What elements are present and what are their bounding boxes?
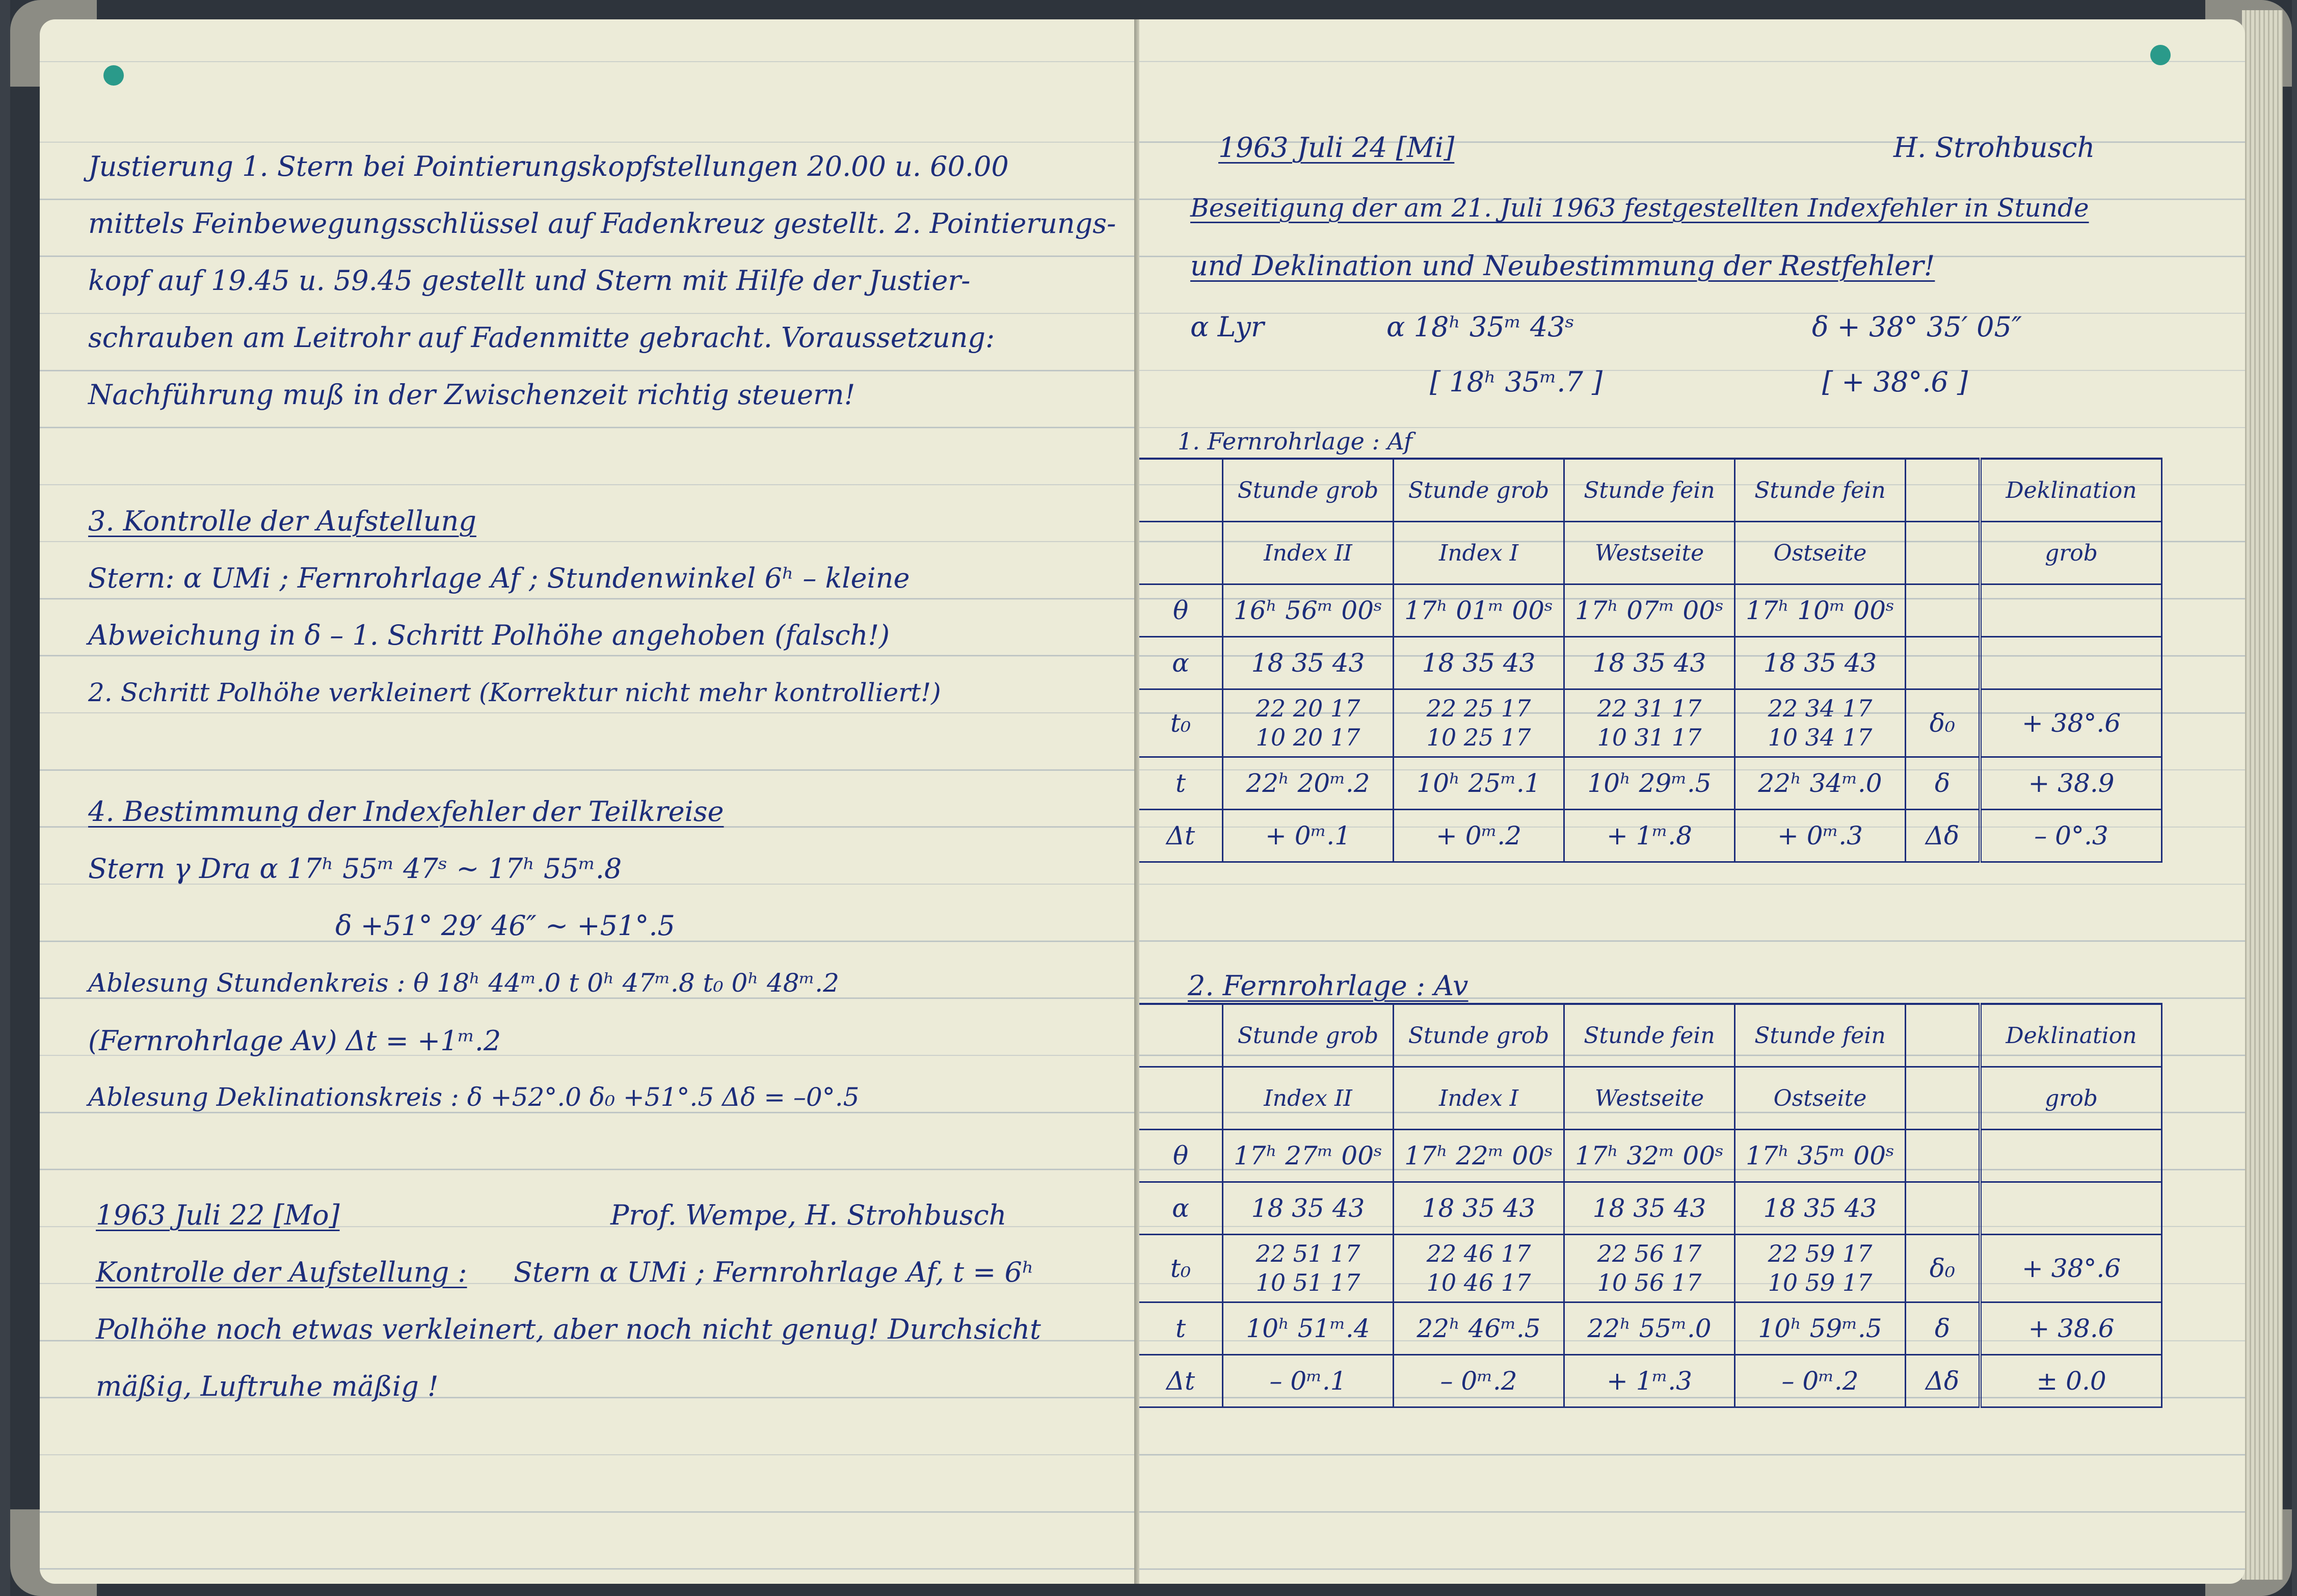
col-head: Stunde fein bbox=[1564, 459, 1735, 522]
table-cell bbox=[1735, 1235, 1906, 1302]
row-label bbox=[1139, 1067, 1223, 1130]
table-cell: 22ʰ 34ᵐ.0 bbox=[1735, 757, 1906, 810]
page-stack-edge bbox=[2242, 10, 2283, 1580]
t0-second: 10 34 17 bbox=[1768, 724, 1873, 751]
handwritten-line: mittels Feinbewegungsschlüssel auf Fadenkreuz gestellt. 2. Pointierungs- bbox=[88, 207, 1116, 240]
col-subhead: grob bbox=[1980, 1067, 2162, 1130]
row-label bbox=[1139, 459, 1223, 522]
table-label: 1. Fernrohrlage : Af bbox=[1178, 428, 1413, 455]
table-cell: δ₀ bbox=[1906, 1235, 1981, 1302]
col-head: Stunde fein bbox=[1735, 1004, 1906, 1067]
t0-first: 22 31 17 bbox=[1597, 694, 1702, 722]
table-cell: 18 35 43 bbox=[1223, 1182, 1394, 1235]
col-head bbox=[1906, 1004, 1981, 1067]
entry-heading: und Deklination und Neubestimmung der Restfehler! bbox=[1190, 250, 1935, 282]
row-label: α bbox=[1139, 637, 1223, 689]
table-cell: 10ʰ 51ᵐ.4 bbox=[1223, 1302, 1394, 1355]
handwritten-line: 2. Schritt Polhöhe verkleinert (Korrektur nicht mehr kontrolliert!) bbox=[88, 678, 941, 707]
table-cell bbox=[1980, 637, 2162, 689]
row-label: t₀ bbox=[1139, 689, 1223, 757]
section-title: 4. Bestimmung der Indexfehler der Teilkreise bbox=[88, 795, 724, 828]
star-alpha: α 18ʰ 35ᵐ 43ˢ bbox=[1386, 311, 1574, 343]
handwritten-line: Ablesung Deklinationskreis : δ +52°.0 δ₀ +51°.5 Δδ = –0°.5 bbox=[88, 1082, 860, 1112]
ring-hole-icon bbox=[2150, 45, 2171, 65]
table-cell bbox=[1223, 689, 1394, 757]
table-cell bbox=[1980, 1182, 2162, 1235]
col-subhead bbox=[1906, 1067, 1981, 1130]
table-cell: 16ʰ 56ᵐ 00ˢ bbox=[1223, 584, 1394, 637]
t0-second: 10 25 17 bbox=[1426, 724, 1531, 751]
t0-second: 10 59 17 bbox=[1768, 1269, 1873, 1296]
table-cell: 17ʰ 27ᵐ 00ˢ bbox=[1223, 1130, 1394, 1182]
table-cell: Δδ bbox=[1906, 1355, 1981, 1407]
table-cell bbox=[1980, 584, 2162, 637]
table-cell: δ bbox=[1906, 1302, 1981, 1355]
table-cell: – 0ᵐ.1 bbox=[1223, 1355, 1394, 1407]
table-cell: + 1ᵐ.8 bbox=[1564, 810, 1735, 862]
col-subhead: Ostseite bbox=[1735, 522, 1906, 584]
col-head: Stunde fein bbox=[1735, 459, 1906, 522]
table-cell bbox=[1735, 689, 1906, 757]
col-head: Deklination bbox=[1980, 459, 2162, 522]
col-subhead: grob bbox=[1980, 522, 2162, 584]
t0-second: 10 46 17 bbox=[1426, 1269, 1531, 1296]
col-subhead: Westseite bbox=[1564, 522, 1735, 584]
entry-date: 1963 Juli 22 [Mo] bbox=[96, 1199, 340, 1231]
row-label: t bbox=[1139, 1302, 1223, 1355]
row-label bbox=[1139, 1004, 1223, 1067]
table-cell: 17ʰ 35ᵐ 00ˢ bbox=[1735, 1130, 1906, 1182]
table-cell: 18 35 43 bbox=[1394, 637, 1564, 689]
table-cell: 10ʰ 25ᵐ.1 bbox=[1394, 757, 1564, 810]
table-cell: 18 35 43 bbox=[1735, 1182, 1906, 1235]
table-cell: 22ʰ 55ᵐ.0 bbox=[1564, 1302, 1735, 1355]
table-cell bbox=[1564, 689, 1735, 757]
table-cell: + 0ᵐ.1 bbox=[1223, 810, 1394, 862]
col-subhead: Index II bbox=[1223, 522, 1394, 584]
t0-first: 22 46 17 bbox=[1426, 1239, 1531, 1267]
t0-second: 10 31 17 bbox=[1597, 724, 1702, 751]
handwritten-line: (Fernrohrlage Av) Δt = +1ᵐ.2 bbox=[88, 1025, 501, 1057]
table-cell: δ bbox=[1906, 757, 1981, 810]
entry-title: Kontrolle der Aufstellung : bbox=[96, 1256, 467, 1288]
row-label: t bbox=[1139, 757, 1223, 810]
delta-rounded: [ + 38°.6 ] bbox=[1822, 366, 1968, 398]
table-cell: 22ʰ 46ᵐ.5 bbox=[1394, 1302, 1564, 1355]
handwritten-line: Ablesung Stundenkreis : θ 18ʰ 44ᵐ.0 t 0ʰ 47ᵐ.8 t₀ 0ʰ 48ᵐ.2 bbox=[88, 968, 839, 998]
observation-table-2 bbox=[1139, 1003, 2162, 1408]
table-cell: – 0°.3 bbox=[1980, 810, 2162, 862]
col-subhead: Index I bbox=[1394, 522, 1564, 584]
handwritten-line: mäßig, Luftruhe mäßig ! bbox=[96, 1370, 439, 1402]
table-cell: 17ʰ 10ᵐ 00ˢ bbox=[1735, 584, 1906, 637]
entry-date: 1963 Juli 24 [Mi] bbox=[1218, 131, 1455, 164]
table-cell: 17ʰ 07ᵐ 00ˢ bbox=[1564, 584, 1735, 637]
t0-first: 22 20 17 bbox=[1256, 694, 1360, 722]
left-page bbox=[40, 19, 1135, 1584]
table-cell: 10ʰ 59ᵐ.5 bbox=[1735, 1302, 1906, 1355]
handwritten-line: schrauben am Leitrohr auf Fadenmitte gebracht. Voraussetzung: bbox=[88, 322, 995, 354]
table-cell: 18 35 43 bbox=[1394, 1182, 1564, 1235]
row-label: θ bbox=[1139, 584, 1223, 637]
table-cell: 10ʰ 29ᵐ.5 bbox=[1564, 757, 1735, 810]
handwritten-line: Stern α UMi ; Fernrohrlage Af, t = 6ʰ bbox=[514, 1256, 1034, 1288]
col-head: Stunde grob bbox=[1394, 459, 1564, 522]
table-cell bbox=[1906, 1182, 1981, 1235]
alpha-rounded: [ 18ʰ 35ᵐ.7 ] bbox=[1430, 366, 1603, 398]
col-head bbox=[1906, 459, 1981, 522]
row-label: Δt bbox=[1139, 810, 1223, 862]
observer-names: Prof. Wempe, H. Strohbusch bbox=[610, 1199, 1007, 1231]
table-cell: + 0ᵐ.3 bbox=[1735, 810, 1906, 862]
handwritten-line: Nachführung muß in der Zwischenzeit richtig steuern! bbox=[88, 379, 856, 411]
star-delta: δ + 38° 35′ 05″ bbox=[1812, 311, 2022, 343]
t0-second: 10 56 17 bbox=[1597, 1269, 1702, 1296]
col-head: Stunde grob bbox=[1223, 1004, 1394, 1067]
col-head: Deklination bbox=[1980, 1004, 2162, 1067]
handwritten-line: Justierung 1. Stern bei Pointierungskopfstellungen 20.00 u. 60.00 bbox=[88, 150, 1009, 182]
handwritten-line: Abweichung in δ – 1. Schritt Polhöhe angehoben (falsch!) bbox=[88, 619, 890, 651]
table-cell: δ₀ bbox=[1906, 689, 1981, 757]
table-cell: + 38°.6 bbox=[1980, 1235, 2162, 1302]
table-cell: Δδ bbox=[1906, 810, 1981, 862]
handwritten-line: δ +51° 29′ 46″ ~ +51°.5 bbox=[335, 910, 675, 942]
col-subhead: Westseite bbox=[1564, 1067, 1735, 1130]
table-cell: 18 35 43 bbox=[1564, 1182, 1735, 1235]
table-cell bbox=[1223, 1235, 1394, 1302]
t0-first: 22 59 17 bbox=[1768, 1239, 1873, 1267]
col-subhead: Index I bbox=[1394, 1067, 1564, 1130]
table-cell: ± 0.0 bbox=[1980, 1355, 2162, 1407]
handwritten-line: kopf auf 19.45 u. 59.45 gestellt und Stern mit Hilfe der Justier- bbox=[88, 264, 971, 297]
t0-first: 22 25 17 bbox=[1426, 694, 1531, 722]
table-cell bbox=[1564, 1235, 1735, 1302]
table-cell: 18 35 43 bbox=[1223, 637, 1394, 689]
table-cell bbox=[1906, 584, 1981, 637]
row-label: t₀ bbox=[1139, 1235, 1223, 1302]
ring-hole-icon bbox=[103, 65, 124, 86]
table-cell: 17ʰ 32ᵐ 00ˢ bbox=[1564, 1130, 1735, 1182]
row-label: θ bbox=[1139, 1130, 1223, 1182]
table-cell: – 0ᵐ.2 bbox=[1735, 1355, 1906, 1407]
table-cell: + 1ᵐ.3 bbox=[1564, 1355, 1735, 1407]
table-cell: 17ʰ 01ᵐ 00ˢ bbox=[1394, 584, 1564, 637]
table-cell: 18 35 43 bbox=[1735, 637, 1906, 689]
col-subhead: Ostseite bbox=[1735, 1067, 1906, 1130]
table-cell: + 38°.6 bbox=[1980, 689, 2162, 757]
star-name: α Lyr bbox=[1190, 311, 1264, 343]
right-page bbox=[1139, 19, 2245, 1584]
t0-first: 22 34 17 bbox=[1768, 694, 1873, 722]
col-head: Stunde grob bbox=[1223, 459, 1394, 522]
entry-heading: Beseitigung der am 21. Juli 1963 festgestellten Indexfehler in Stunde bbox=[1190, 193, 2089, 223]
observer-name: H. Strohbusch bbox=[1893, 131, 2095, 164]
col-head: Stunde fein bbox=[1564, 1004, 1735, 1067]
handwritten-line: Stern: α UMi ; Fernrohrlage Af ; Stundenwinkel 6ʰ – kleine bbox=[88, 562, 910, 594]
table-cell bbox=[1980, 1130, 2162, 1182]
col-head: Stunde grob bbox=[1394, 1004, 1564, 1067]
t0-second: 10 51 17 bbox=[1256, 1269, 1360, 1296]
table-cell: 22ʰ 20ᵐ.2 bbox=[1223, 757, 1394, 810]
row-label bbox=[1139, 522, 1223, 584]
table-label: 2. Fernrohrlage : Av bbox=[1188, 970, 1468, 1002]
handwritten-line: Stern γ Dra α 17ʰ 55ᵐ 47ˢ ~ 17ʰ 55ᵐ.8 bbox=[88, 853, 622, 885]
table-cell bbox=[1394, 1235, 1564, 1302]
table-cell: 17ʰ 22ᵐ 00ˢ bbox=[1394, 1130, 1564, 1182]
table-cell bbox=[1906, 1130, 1981, 1182]
t0-first: 22 51 17 bbox=[1256, 1239, 1360, 1267]
col-subhead: Index II bbox=[1223, 1067, 1394, 1130]
t0-second: 10 20 17 bbox=[1256, 724, 1360, 751]
handwritten-line: Polhöhe noch etwas verkleinert, aber noch nicht genug! Durchsicht bbox=[96, 1313, 1041, 1345]
table-cell: + 38.9 bbox=[1980, 757, 2162, 810]
observation-table-1 bbox=[1139, 458, 2162, 863]
table-cell bbox=[1394, 689, 1564, 757]
section-title: 3. Kontrolle der Aufstellung bbox=[88, 505, 476, 537]
table-cell: + 0ᵐ.2 bbox=[1394, 810, 1564, 862]
table-cell: + 38.6 bbox=[1980, 1302, 2162, 1355]
row-label: α bbox=[1139, 1182, 1223, 1235]
col-subhead bbox=[1906, 522, 1981, 584]
table-cell: – 0ᵐ.2 bbox=[1394, 1355, 1564, 1407]
t0-first: 22 56 17 bbox=[1597, 1239, 1702, 1267]
row-label: Δt bbox=[1139, 1355, 1223, 1407]
table-cell bbox=[1906, 637, 1981, 689]
table-cell: 18 35 43 bbox=[1564, 637, 1735, 689]
